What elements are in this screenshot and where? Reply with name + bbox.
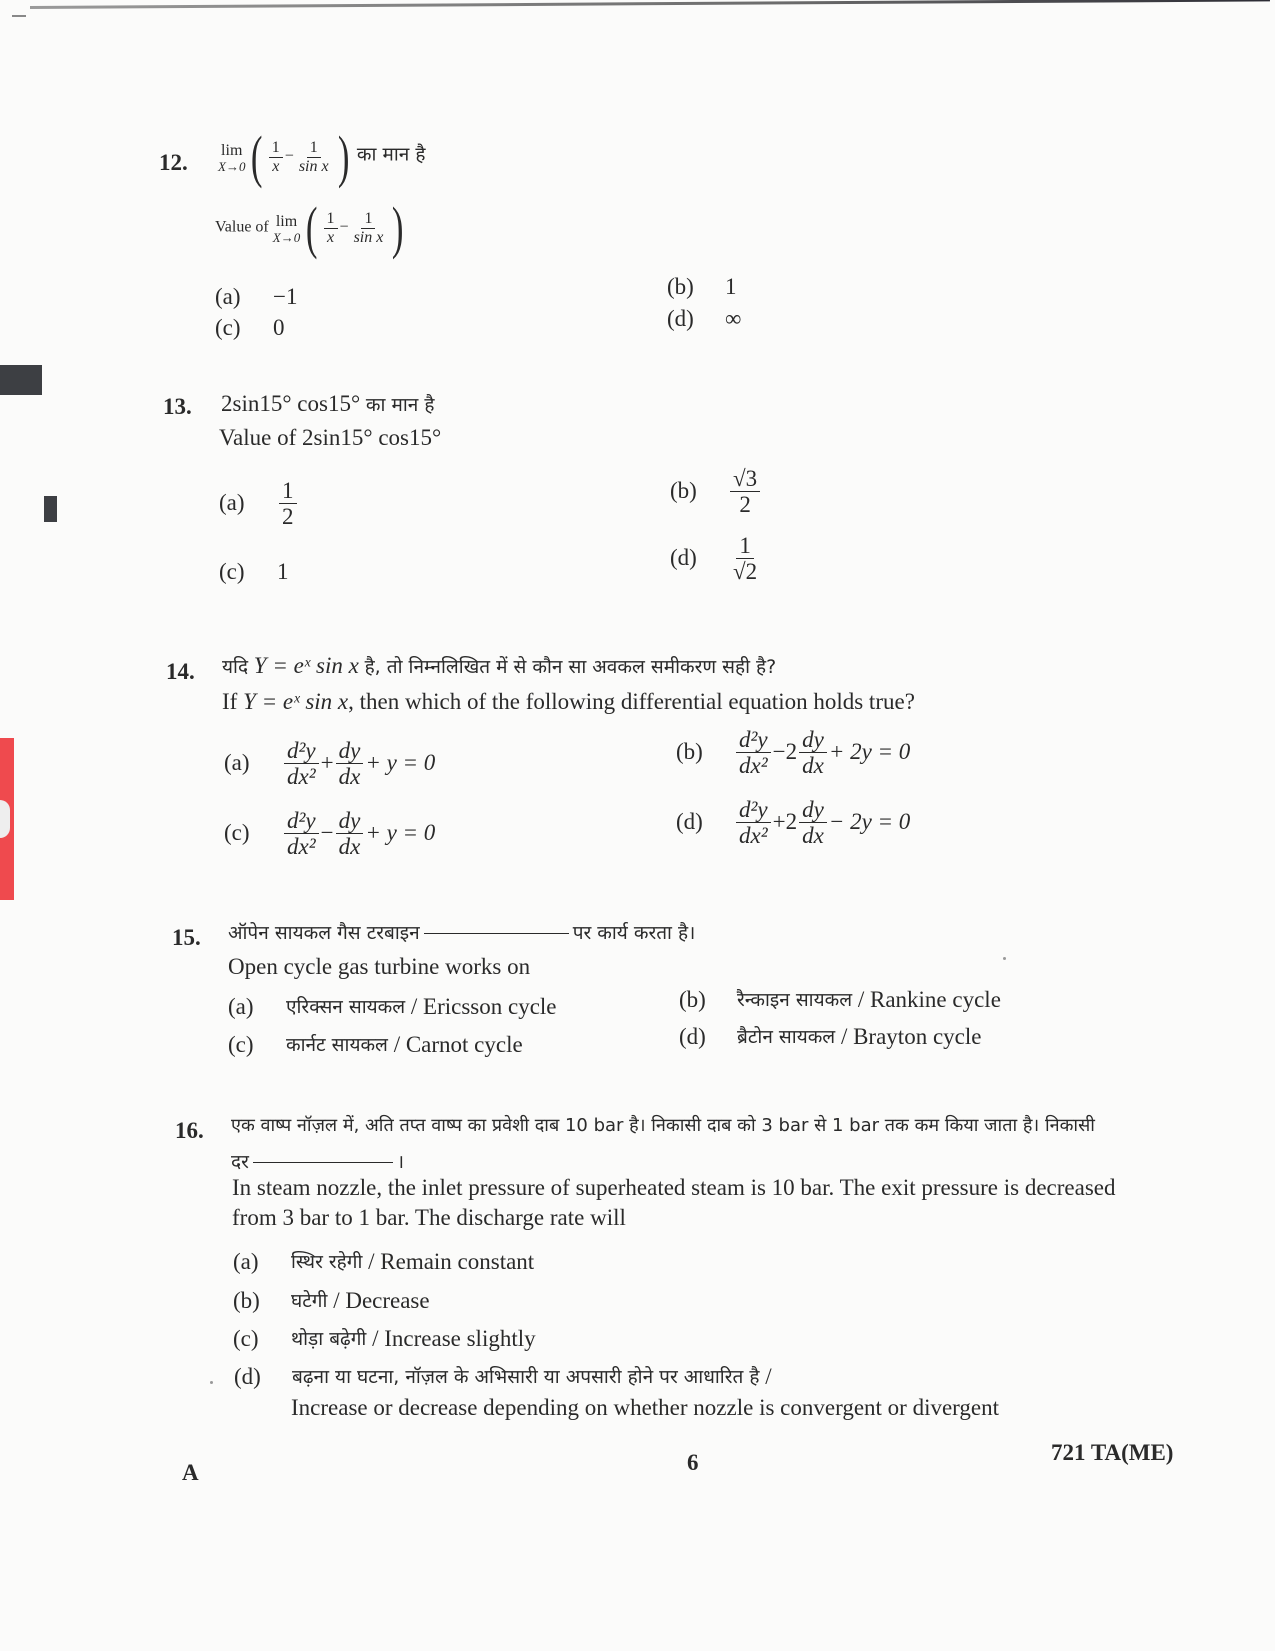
- option-d[interactable]: (d) $\frac{1}{√2}$: [670, 533, 758, 585]
- fill-in-blank: [253, 1162, 393, 1163]
- option-b[interactable]: (b) 1: [667, 274, 737, 299]
- option-c[interactable]: (c) कार्नट सायकल / Carnot cycle: [228, 1032, 523, 1057]
- limit-operator: lim X→0: [272, 212, 301, 245]
- question-hindi-text: 2sin15° cos15° का मान है: [221, 391, 435, 416]
- option-a[interactable]: (a) −1: [215, 284, 298, 309]
- question-english-text: Open cycle gas turbine works on: [228, 954, 531, 979]
- question-number: 15.: [172, 925, 201, 950]
- option-d-english-line2: Increase or decrease depending on whether nozzle is convergent or divergent: [291, 1395, 1000, 1420]
- option-a[interactable]: (a) स्थिर रहेगी / Remain constant: [233, 1249, 535, 1274]
- binding-tab-notch: [0, 800, 10, 838]
- question-english-text: In steam nozzle, the inlet pressure of superheated steam is 10 bar. The exit pressure is decreased: [232, 1175, 1116, 1200]
- question-english-text: Value of lim X→0 ( $\frac{1}{x}$ − $\frac{1}{\text{sin x}}$ ): [215, 195, 404, 260]
- option-a[interactable]: (a) एरिक्सन सायकल / Ericsson cycle: [228, 994, 557, 1019]
- option-a[interactable]: (a) $\frac{1}{2}$: [219, 478, 299, 530]
- option-b[interactable]: (b) $\frac{\text{d²y}}{\text{dx²}}$ − 2 $\frac{dy}{dx}$ + 2y = 0: [676, 727, 911, 779]
- option-d[interactable]: (d) $\frac{\text{d²y}}{\text{dx²}}$ + 2 $\frac{dy}{dx}$ − 2y = 0: [676, 797, 911, 849]
- limit-operator: lim X→0: [218, 141, 246, 174]
- question-number: 14.: [166, 659, 195, 684]
- option-a[interactable]: (a) $\frac{\text{d²y}}{\text{dx²}}$ + $\frac{dy}{dx}$ + y = 0: [224, 738, 436, 790]
- top-border-rule: [30, 0, 1270, 9]
- option-d[interactable]: (d) बढ़ना या घटना, नॉज़ल के अभिसारी या अपसारी होने पर आधारित है /: [234, 1364, 772, 1389]
- question-hindi-text: एक वाष्प नॉज़ल में, अति तप्त वाष्प का प्रवेशी दाब 10 bar है। निकासी दाब को 3 bar से 1 bar तक कम किया जाता है। निकासी: [231, 1115, 1095, 1136]
- question-english-text: If Y = eˣ sin x, then which of the following differential equation holds true?: [222, 689, 915, 714]
- fill-in-blank: [424, 933, 569, 934]
- question-number: 16.: [175, 1118, 204, 1143]
- question-english-text-line2: from 3 bar to 1 bar. The discharge rate will: [232, 1205, 626, 1230]
- question-number: 13.: [163, 394, 192, 419]
- question-hindi-text-line2: दर ।: [231, 1151, 405, 1173]
- page-number: 6: [687, 1450, 699, 1475]
- question-hindi-text: यदि Y = eˣ sin x है, तो निम्नलिखित में से कौन सा अवकल समीकरण सही है?: [222, 653, 777, 678]
- option-d[interactable]: (d) ब्रैटोन सायकल / Brayton cycle: [679, 1024, 982, 1049]
- option-c[interactable]: (c) 1: [219, 559, 289, 584]
- question-hindi-text: ऑपेन सायकल गैस टरबाइन पर कार्य करता है।: [228, 922, 696, 944]
- scan-speck: [210, 1381, 213, 1384]
- question-english-text: Value of 2sin15° cos15°: [219, 425, 442, 450]
- option-b[interactable]: (b) $\frac{√3}{2}$: [670, 466, 762, 518]
- scan-mark: [12, 15, 26, 17]
- question-number: 12.: [159, 150, 188, 175]
- scan-speck: [1003, 957, 1006, 960]
- scan-registration-mark: [44, 496, 57, 522]
- scan-registration-mark: [0, 365, 42, 395]
- paper-code: 721 TA(ME): [1051, 1440, 1174, 1465]
- option-c[interactable]: (c) 0: [215, 315, 285, 340]
- option-c[interactable]: (c) थोड़ा बढ़ेगी / Increase slightly: [233, 1326, 536, 1351]
- option-c[interactable]: (c) $\frac{\text{d²y}}{\text{dx²}}$ − $\frac{dy}{dx}$ + y = 0: [224, 808, 436, 860]
- option-b[interactable]: (b) रैन्काइन सायकल / Rankine cycle: [679, 987, 1001, 1012]
- option-b[interactable]: (b) घटेगी / Decrease: [233, 1288, 430, 1313]
- question-hindi-text: lim X→0 ( $\frac{1}{x}$ − $\frac{1}{\text{sin x}}$ ) का मान है: [218, 124, 426, 189]
- option-d[interactable]: (d) ∞: [667, 306, 742, 331]
- footer-series-letter: A: [182, 1460, 199, 1485]
